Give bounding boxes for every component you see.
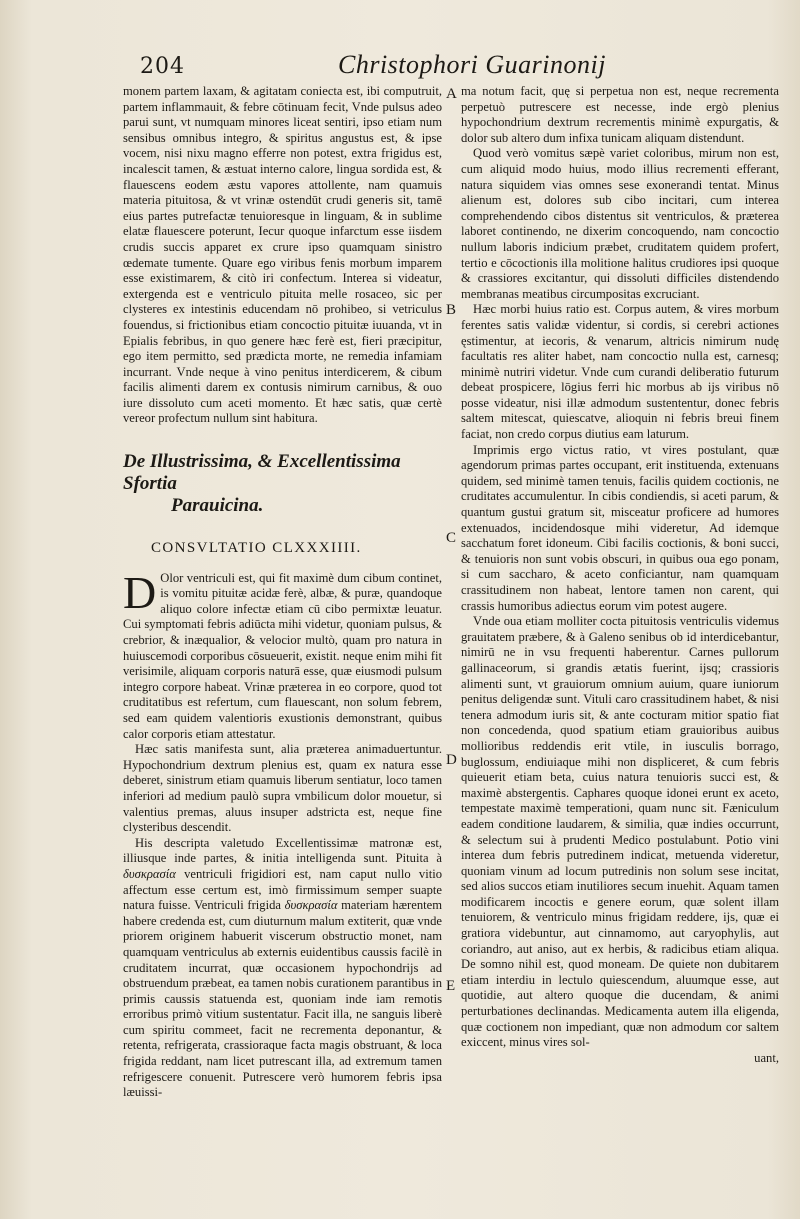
paragraph-text: materiam hærentem habere credenda est, cum diuturnum malum extiterit, quæ vnde priorem originem habuerit viscerum obstructio monet, nam quamquam ventriculus ab externis euidentibus caussis facilè in cruditatem incurrat, quæ occasionem hypochondrijs ad obstruendum præbeat, ea tamen nobis curationem parantibus in primis caussis statuenda est, quoniam inde iam remotis erroribus primò vitium sustentatur. Facit illa, ne sanguis liberè cum spiritu commeet, facit ne recrementa deponantur, & retenta, refrigerata, crassioraque facta magis obstruant, & loca frigida reddant, nam licet putrescant illa, ad extremum tamen refrigescere conuenit. Putrescere verò humorem febris ipsa læuissi- — [123, 898, 443, 1100]
paragraph: monem partem laxam, & agitatam coniecta est, ibi computruit, partem inflammauit, & febre cōtinuam fecit, Vnde pulsus adeo parui sunt, vt numquam minores liceat sentiri, ipso etiam num sensibus omnibus integro, & spiritus angustus est, & ipse vocem, nisi nixu magno efferre non potest, extra frigidus est, incalescit tamen, & æstuat interno calore, lingua sordida est, & flauescens eodem æstu vapores attollente, nam quamuis materia pituitosa, & vt vrinæ ostendūt crudi generis sit, tamē eius partes putrefactæ tenuioresque in linguam, & in sublime elatæ flauescere poterunt, Iecur quoque infarctum esse iisdem crudis succis apparet ex crure ipso quamquam sinistro œdemate tumente. Quare ego viribus fenis morbum imparem esse existimarem, & citò iri confectum. Interea si videatur, extergenda est e ventriculo pituita melle rosaceo, sic per clysteres ex intestinis educendam nō prohibeo, si vetriculus fouendus, si frictionibus etiam concoctio pituitæ iuuanda, vt in Epialis febribus, in quo genere hæc ferè est, fieri præcipitur, ego item permitto, sed prædicta morte, ne remedia infamiam incurrant. Vnde neque à vino penitus interdicerem, & cibum facilis alimenti darem ex contusis nimirum carnibus, & ouo iure dissoluto cum aceti momento. Et hæc satis, quæ certè vereor profectum nullum sint habitura. — [123, 84, 442, 426]
right-column — [461, 84, 779, 1066]
drop-cap: D — [123, 566, 157, 618]
greek-term: δυσκρασία — [284, 898, 338, 913]
page-number: 204 — [140, 54, 185, 79]
paragraph: Hæc satis manifesta sunt, alia præterea animaduertuntur. Hypochondrium dextrum plenius est, quam ex natura esse deberet, sinistrum etiam quamuis liberum sentiatur, loco tamen inferiori ad medium paulò supra vmbilicum dolor mouetur, si valentius premas, aluus insuper adstricta est, neque fine clysteribus descendit. — [123, 742, 442, 835]
section-heading-continued: Parauicina. — [171, 495, 264, 517]
opening-paragraph — [123, 566, 442, 743]
margin-letter-e: E — [446, 978, 456, 994]
margin-letter-a: A — [446, 86, 457, 102]
paragraph: Hæc morbi huius ratio est. Corpus autem, & vires morbum ferentes satis validæ videntur, si cordis, si cerebri actiones ęstimentur, at iecoris, & venarum, altricis nimirum nudę facultatis res aliter habet, nam concoctio nulla est, carnesq; minimè nutriri videtur. Vnde cum curandi deliberatio futurum debeat prospicere, lōgius ferri hic morbus ab ijs viribus nō posse videatur, nisi illæ admodum sustententur, donec febris saltem mitescat, quiescatve, alioquin ni febris breui finem faciat, non credo corpus diutius eam laturum. — [461, 302, 779, 442]
paragraph-text: His descripta valetudo Excellentissimæ matronæ est, illiusque inde partes, & initia intelligenda sunt. Pituita à — [123, 835, 442, 866]
margin-letter-d: D — [446, 752, 457, 768]
paragraph: Olor ventriculi est, qui fit maximè dum cibum continet, is vomitu pituitæ acidæ ferè, albæ, & puræ, quandoque aliquo colore infectæ etiam cū cibo permixtæ leuatur. Cui symptomati febris adiūcta mihi videtur, quoniam pulsus, & crebrior, & inæqualior, & velocior multò, quam pro natura in huiuscemodi corporibus cōsueuerit, existit. neque enim mihi fit verisimile, aliquam corporis naturā esse, quæ eiusmodi pulsum integro corpore habeat. Vrinæ præterea in eo corpore, quod tot cruditatibus est refertum, cum flauescant, non solum febrem, sed eam quidem valentioris exustionis demonstrant, quibus calor corporis etiam attestatur. — [123, 570, 442, 741]
catchword: uant, — [754, 1050, 779, 1065]
margin-letter-b: B — [446, 302, 457, 318]
margin-letter-c: C — [446, 530, 457, 546]
paragraph: Quod verò vomitus sæpè variet coloribus, mirum non est, cum aliquid modo huius, modo illius recrementi efferant, natura siquidem vias omnes sese exonerandi tentat. Minus alienum est, dolores sub cibo incitari, cum interea comprehendendo cibos distentus sit ventriculos, & præterea laboret continendo, ne dixerim concoquendo, nam concoctio nullum laboris indicium præbet, cruditatem quidem profert, tertio e cōcoctionis illa molitione halitus crudiores ipsi quoque & crassiores excitantur, qui dissoluti difficiles distendendo membranas meatibus circumpositas excruciant. — [461, 146, 779, 301]
section-heading: De Illustrissima, & Excellentissima Sfortia — [123, 451, 401, 495]
paragraph — [123, 836, 442, 1101]
paragraph: Vnde oua etiam molliter cocta pituitosis ventriculis videmus grauitatem præbere, & à Galeno senibus ob id interdicebantur, nimirū ne in vsu frequenti haberentur. Carnes pullorum gallinaceorum, si grandis ætatis fuerint, ijsq; crassioris alimenti sunt, vt grauiorum omnium auium, quare iuniorum penitus deligendæ sunt. Vituli caro crassitudinem habet, & nisi tenera admodum iuris sit, & ante cocturam mitior spatio fiat non concedenda, quod spatium etiam grauioribus auibus mollioribus reddendis erit vtile, in iusculis borrago, buglossum, endiuiaque mihi non displiceret, & cum febris quieuerit etiam beta, cuius natura tenuioris succi est, & maximè abstergentis. Caphares quoque idonei erunt ex aceto, tempestate maximè temperationi, quam nunc sit. Fæniculum eadem conditione laudarem, & similia, quæ indies occurrunt, & selectum sui à prudenti Medico postulabunt. Potio vini interea dum febris putredinem indicat, metuenda videretur, quoniam vinum ad locum putredinis non solum sese incitat, sed alios succos etiam inutiliores secum inuehit. Aquam tamen modificarem incoctis e genere eorum, quæ solent illam tenuiorem, & ventriculo minus frigidam reddere, ijs, quæ ei gratiora videbuntur, aut cinnamomo, aut caryophylis, aut coriandro, aut aniso, aut ex herbis, & radicibus etiam aliqua. De somno nihil est, quod moneam. De quiete non dubitarem etiam interdiu in lectulo quiescendum, aluumque esse, aut quotidie, aut altero quoque die ducendam, & animi perturbationes declinandas. Medicamenta autem illa eligenda, quæ coctionem non impediant, quæ non admodum cor saltem exiccent, minus vires sol- — [461, 614, 779, 1050]
paragraph: Imprimis ergo victus ratio, vt vires postulant, quæ agendorum primas partes occupant, erit instituenda, extenuans quidem, sed minimè tamen tenuis, facilis quidem coctionis, ne cruditates accumulentur. In cibis condiendis, si aceti parum, & quantum gustui gratum sit, misceatur proficere ad humores extenuados, incidendosque mihi videretur, Ad idemque sacchatum foret idoneum. Cibi facilis coctionis, & boni succi, & tenuioris non sunt vobis obscuri, in quibus oua ego ponam, si cum saccharo, & aceto conficiantur, nam quamquam crassitudinem non habeat, lentore tamen non carent, qui crassis humoribus adiectus eorum vim potest augere. — [461, 442, 779, 613]
left-column — [123, 84, 442, 1101]
paragraph: ma notum facit, quę si perpetua non est, neque recrementa perpetuò putrescere est necesse, inde ergò plenius hypochondrium dextrum recrementis minimè expurgatis, & dolor sub altero dum infixa tunicam aliquam distendunt. — [461, 84, 779, 145]
paragraph-text: ventriculi frigidiori est, nam caput nullo vitio affectum esse certum est, imò firmissimum semper suapte natura fuisse. Ventriculi frigida — [123, 866, 442, 913]
greek-term: δυσκρασία — [123, 866, 176, 881]
consultatio-title: CONSVLTATIO CLXXXIIII. — [151, 540, 362, 557]
running-head: Christophori Guarinonij — [338, 50, 606, 79]
